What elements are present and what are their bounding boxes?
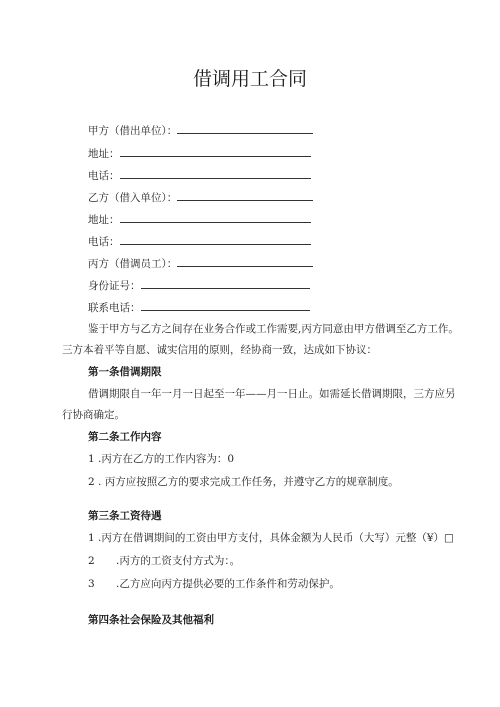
party-a-address-field xyxy=(88,147,311,161)
section-3-item-1: 1 .丙方在借调期间的工资由甲方支付，具体金额为人民币（大写）元整（¥）□ xyxy=(88,532,454,544)
party-a-address-blank xyxy=(120,147,311,157)
party-b-phone-field xyxy=(88,235,311,249)
party-b-blank xyxy=(177,191,313,201)
party-b-label: 乙方（借入单位）： xyxy=(88,192,178,204)
party-b-address-blank xyxy=(120,213,311,223)
id-number-label: 身份证号： xyxy=(88,280,141,292)
party-a-phone-blank xyxy=(120,169,311,179)
party-c-blank xyxy=(177,257,313,267)
party-c-label: 丙方（借调员工）： xyxy=(88,258,178,270)
document-title: 借调用工合同 xyxy=(192,68,307,90)
contact-phone-blank xyxy=(141,301,310,311)
party-b-phone-blank xyxy=(120,235,311,245)
section-3-item-2-number: 2 xyxy=(88,555,95,567)
party-b-phone-label: 电话： xyxy=(88,236,120,248)
section-2-title: 第二条工作内容 xyxy=(88,431,162,443)
section-3-item-2-text: .丙方的工资支付方式为：。 xyxy=(116,555,241,567)
party-b-address-label: 地址： xyxy=(88,214,120,226)
party-b-field xyxy=(88,191,313,205)
id-number-field xyxy=(88,279,310,293)
party-a-label: 甲方（借出单位）： xyxy=(88,125,178,137)
section-4-title: 第四条社会保险及其他福利 xyxy=(88,614,214,626)
party-c-field xyxy=(88,257,313,271)
party-b-address-field xyxy=(88,213,311,227)
intro-line-1: 鉴于甲方与乙方之间存在业务合作或工作需要,丙方同意由甲方借调至乙方工作。 xyxy=(88,323,459,335)
id-number-blank xyxy=(141,279,310,289)
contact-phone-field xyxy=(88,301,310,315)
section-3-title: 第三条工资待遇 xyxy=(88,510,162,522)
party-a-blank xyxy=(177,124,313,134)
section-1-title: 第一条借调期限 xyxy=(88,366,162,378)
section-2-item-2: 2 . 丙方应按照乙方的要求完成工作任务，并遵守乙方的规章制度。 xyxy=(88,476,399,488)
section-3-item-3-number: 3 xyxy=(88,578,95,590)
party-a-phone-field xyxy=(88,169,311,183)
party-a-address-label: 地址： xyxy=(88,148,120,160)
section-1-line-1: 借调期限自一年一月一日起至一年——月一日止。如需延长借调期限，三方应另 xyxy=(88,388,456,400)
section-2-item-1: 1 .丙方在乙方的工作内容为：0 xyxy=(88,453,235,465)
section-1-line-2: 行协商确定。 xyxy=(62,409,125,421)
party-a-phone-label: 电话： xyxy=(88,170,120,182)
section-3-item-3-text: .乙方应向丙方提供必要的工作条件和劳动保护。 xyxy=(116,578,340,590)
party-a-field xyxy=(88,124,313,138)
intro-line-2: 三方本着平等自愿、诚实信用的原则，经协商一致，达成如下协议： xyxy=(62,344,377,356)
contact-phone-label: 联系电话： xyxy=(88,302,141,314)
